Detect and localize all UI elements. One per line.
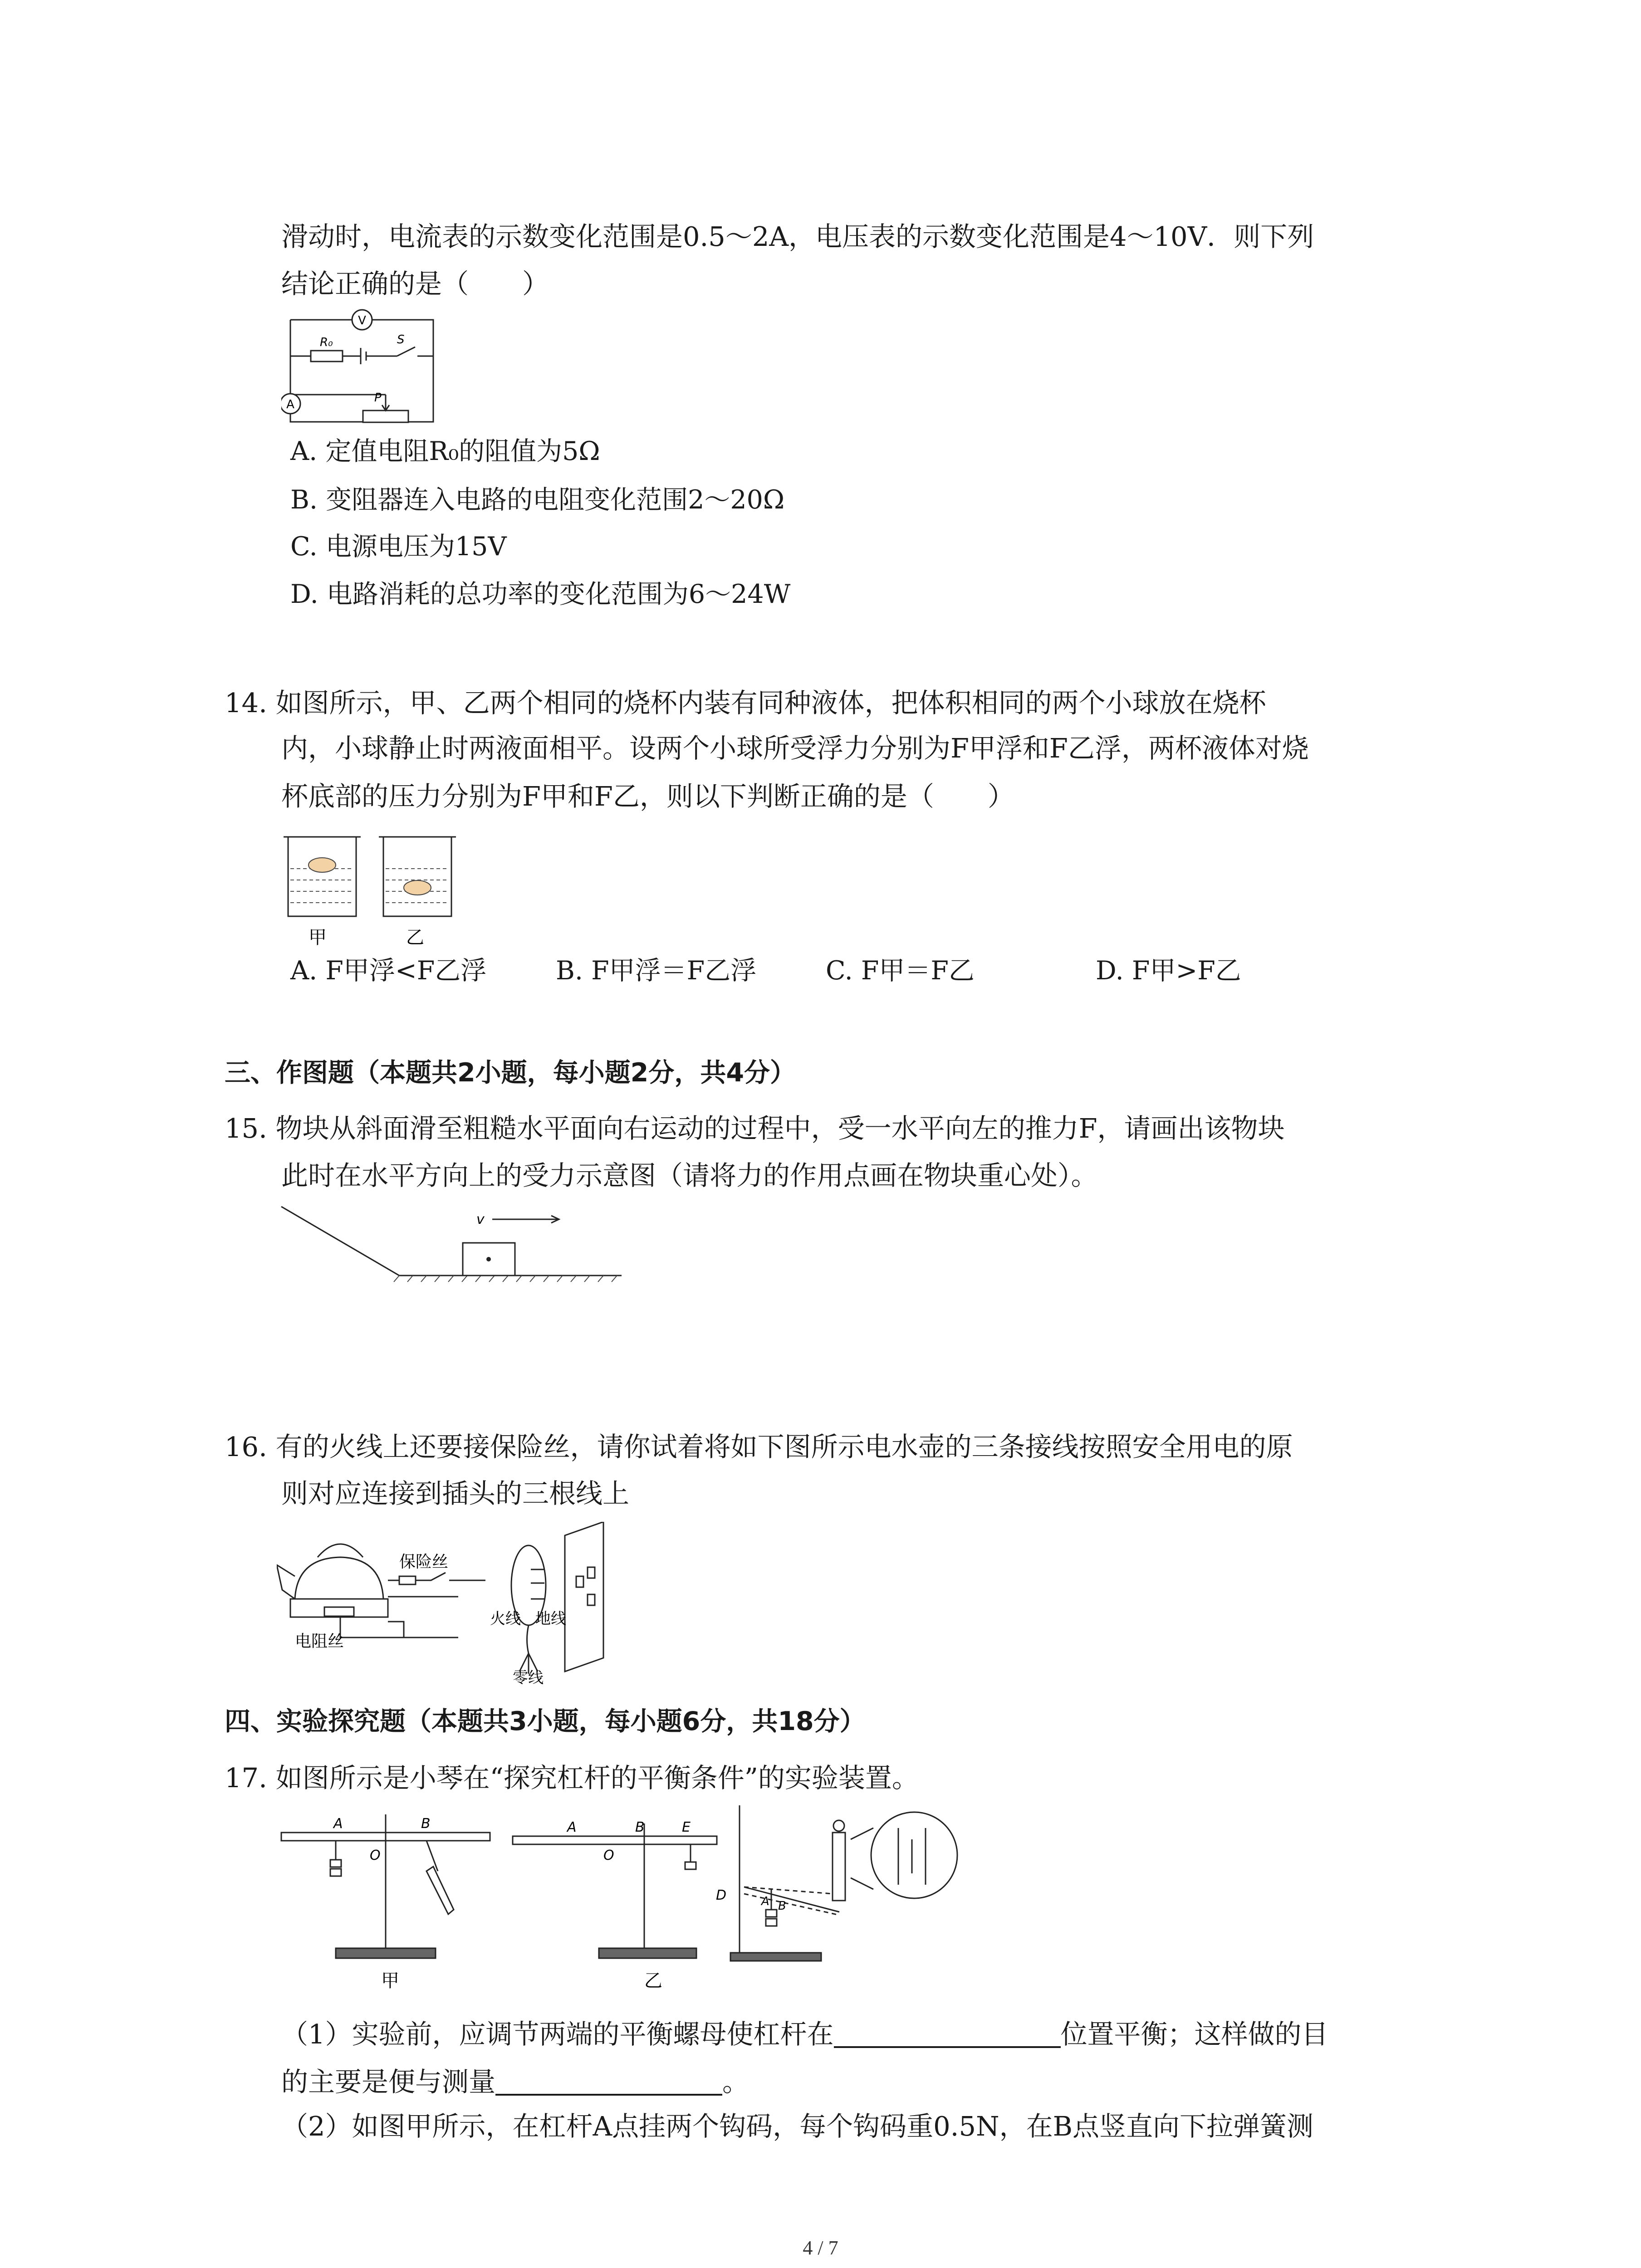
yi-label-o: O <box>603 1848 614 1863</box>
blank-2[interactable] <box>495 2068 722 2096</box>
neutral-wire-label: 零线 <box>513 1669 544 1685</box>
figure-label-yi: 乙 <box>644 1970 662 1991</box>
heating-element <box>324 1607 354 1616</box>
voltmeter-label: V <box>358 314 366 327</box>
q17-text-line1: 17. 如图所示是小琴在“探究杠杆的平衡条件”的实验装置。 <box>225 1762 919 1794</box>
q17-part1-text-b: 位置平衡；这样做的目 <box>1060 2019 1328 2050</box>
q13-option-c: C. 电源电压为15V <box>290 532 507 562</box>
q13-text-line1: 滑动时，电流表的示数变化范围是0.5～2A，电压表的示数变化范围是4～10V．则下列 <box>281 221 1314 252</box>
q16-kettle-plug-figure <box>277 1522 622 1685</box>
bing-label-b: B <box>778 1899 786 1913</box>
q15-text-line1: 15. 物块从斜面滑至粗糙水平面向右运动的过程中，受一水平向左的推力F，请画出该物块 <box>225 1113 1285 1144</box>
bing-label-a: A <box>761 1895 769 1908</box>
q15-incline-figure <box>277 1198 631 1288</box>
q14-beakers-figure <box>277 832 467 957</box>
q17-part1-line1 <box>281 2016 1328 2053</box>
q16-text-line2: 则对应连接到插头的三根线上 <box>281 1478 630 1509</box>
section-3-heading: 三、作图题（本题共2小题，每小题2分，共4分） <box>225 1058 796 1088</box>
page-number: 4 / 7 <box>803 2237 838 2259</box>
q14-option-d: D. F甲>F乙 <box>1096 956 1241 986</box>
q14-text-line3: 杯底部的压力分别为F甲和F乙，则以下判断正确的是（ ） <box>281 781 1014 812</box>
q13-option-d: D. 电路消耗的总功率的变化范围为6～24W <box>290 579 791 609</box>
q13-option-a: A. 定值电阻R₀的阻值为5Ω <box>290 436 600 466</box>
figure-label-jia: 甲 <box>381 1970 399 1991</box>
jia-label-a: A <box>333 1816 343 1832</box>
q13-circuit-diagram <box>281 306 445 431</box>
resistor-label: 电阻丝 <box>295 1632 344 1651</box>
q14-option-a: A. F甲浮<F乙浮 <box>290 956 487 986</box>
r0-resistor <box>311 351 343 362</box>
velocity-label: v <box>476 1212 485 1227</box>
ground-wire-label: 地线 <box>535 1610 566 1628</box>
slider-label: P <box>374 391 382 405</box>
beaker-label-jia: 甲 <box>309 927 327 948</box>
ball-yi <box>404 880 431 895</box>
q17-part2-line1: （2）如图甲所示，在杠杆A点挂两个钩码，每个钩码重0.5N，在B点竖直向下拉弹簧测 <box>281 2111 1313 2142</box>
live-wire-label: 火线 <box>490 1610 521 1628</box>
q17-part1-text-a: （1）实验前，应调节两端的平衡螺母使杠杆在 <box>281 2019 834 2050</box>
q13-option-b: B. 变阻器连入电路的电阻变化范围2～20Ω <box>290 485 785 515</box>
fuse-label: 保险丝 <box>399 1553 449 1571</box>
q17-lever-experiment-figure <box>277 1796 994 2009</box>
q14-text-line1: 14. 如图所示，甲、乙两个相同的烧杯内装有同种液体，把体积相同的两个小球放在烧杯 <box>225 687 1266 719</box>
q16-text-line1: 16. 有的火线上还要接保险丝，请你试着将如下图所示电水壶的三条接线按照安全用电的原 <box>225 1431 1293 1462</box>
fuse-symbol <box>399 1576 416 1584</box>
section-4-heading: 四、实验探究题（本题共3小题，每小题6分，共18分） <box>225 1706 866 1736</box>
q17-part1-text-c: 的主要是便与测量 <box>281 2066 496 2097</box>
r0-label: R₀ <box>320 336 333 349</box>
beaker-label-yi: 乙 <box>406 927 424 948</box>
q13-text-line2: 结论正确的是（ ） <box>281 268 549 299</box>
q14-text-line2: 内，小球静止时两液面相平。设两个小球所受浮力分别为F甲浮和F乙浮，两杯液体对烧 <box>281 733 1309 764</box>
q14-option-c: C. F甲＝F乙 <box>826 956 975 986</box>
yi-label-b: B <box>635 1819 645 1835</box>
q17-part1-text-d: 。 <box>722 2066 749 2097</box>
q15-text-line2: 此时在水平方向上的受力示意图（请将力的作用点画在物块重心处）。 <box>281 1160 1098 1191</box>
yi-label-e: E <box>682 1819 691 1835</box>
q14-option-b: B. F甲浮＝F乙浮 <box>556 956 757 986</box>
switch-label: S <box>397 333 405 347</box>
center-of-gravity-dot <box>486 1257 491 1261</box>
yi-label-a: A <box>567 1819 577 1835</box>
ball-jia <box>309 858 336 872</box>
bing-label-d: D <box>716 1887 727 1903</box>
ammeter-label: A <box>286 398 294 411</box>
jia-label-b: B <box>421 1816 431 1832</box>
q17-part1-line2 <box>281 2064 749 2100</box>
jia-label-o: O <box>370 1848 381 1863</box>
blank-1[interactable] <box>834 2021 1061 2048</box>
